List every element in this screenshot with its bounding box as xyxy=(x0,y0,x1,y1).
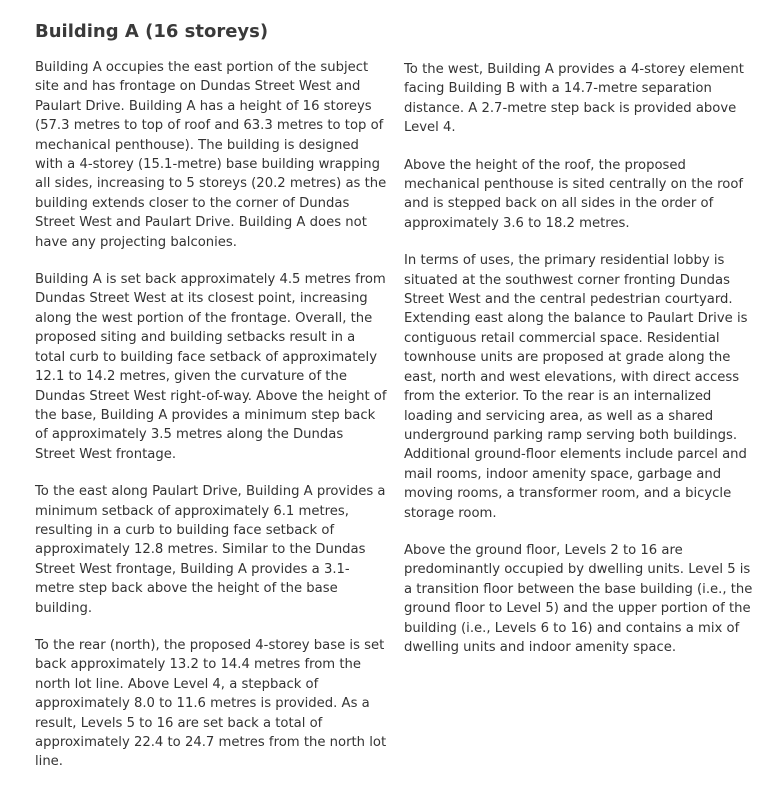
paragraph-mechanical-penthouse: Above the height of the roof, the proposed mechanical penthouse is sited centrally on the roof and is stepped back on all sides in the order of approximately 3.6 to 18.2 metres. xyxy=(404,157,744,231)
paragraph-site-overview: Building A occupies the east portion of the subject site and has frontage on Dundas Street West and Paulart Drive. Building A has a height of 16 storeys (57.3 metres to top of roof and 63.3 metres to top of mechanical penthouse). The building is designed with a 4-storey (15.1-metre) base building wrapping all sides, increasing to 5 storeys (20.2 metres) as the building extends closer to the corner of Dundas Street West and Paulart Drive. Building A does not have any projecting balconies. xyxy=(35,60,387,250)
paragraph-east-paulart: To the east along Paulart Drive, Building A provides a minimum setback of approximately 6.1 metres, resulting in a curb to building face setback of approximately 12.8 metres. Similar to the Dundas Street West frontage, Building A provides a 3.1-metre step back above the height of the base building. xyxy=(35,484,386,616)
left-column xyxy=(35,58,387,790)
paragraph-uses: In terms of uses, the primary residential lobby is situated at the southwest corner fronting Dundas Street West and the central pedestrian courtyard. Extending east along the balance to Paulart Drive is contiguous retail commercial space. Residential townhouse units are proposed at grade along the east, north and west elevations, with direct access from the exterior. To the rear is an internalized loading and servicing area, as well as a shared underground parking ramp serving both buildings. Additional ground-floor elements include parcel and mail rooms, indoor amenity space, garbage and moving rooms, a transformer room, and a bicycle storage room. xyxy=(404,253,748,521)
paragraph-rear-north: To the rear (north), the proposed 4-storey base is set back approximately 13.2 to 14.4 metres from the north lot line. Above Level 4, a stepback of approximately 8.0 to 11.6 metres is provided. As a result, Levels 5 to 16 are set back a total of approximately 22.4 to 24.7 metres from the north lot line. xyxy=(35,637,387,770)
paragraph-dundas-setback: Building A is set back approximately 4.5 metres from Dundas Street West at its closest point, increasing along the west portion of the frontage. Overall, the proposed siting and building setbacks result in a total curb to building face setback of approximately 12.1 to 14.2 metres, given the curvature of the Dundas Street West right-of-way. Above the height of the base, Building A provides a minimum step back of approximately 3.5 metres along the Dundas Street West frontage. xyxy=(35,272,387,462)
section-heading: Building A (16 storeys) xyxy=(35,21,269,42)
paragraph-upper-levels: Above the ground floor, Levels 2 to 16 are predominantly occupied by dwelling units. Level 5 is a transition floor between the base building (i.e., the ground floor to Level 5) and the upper portion of the building (i.e., Levels 6 to 16) and contains a mix of dwelling units and indoor amenity space. xyxy=(404,542,753,655)
paragraph-west-separation: To the west, Building A provides a 4-storey element facing Building B with a 14.7-metre separation distance. A 2.7-metre step back is provided above Level 4. xyxy=(404,62,744,136)
right-column xyxy=(404,60,754,675)
